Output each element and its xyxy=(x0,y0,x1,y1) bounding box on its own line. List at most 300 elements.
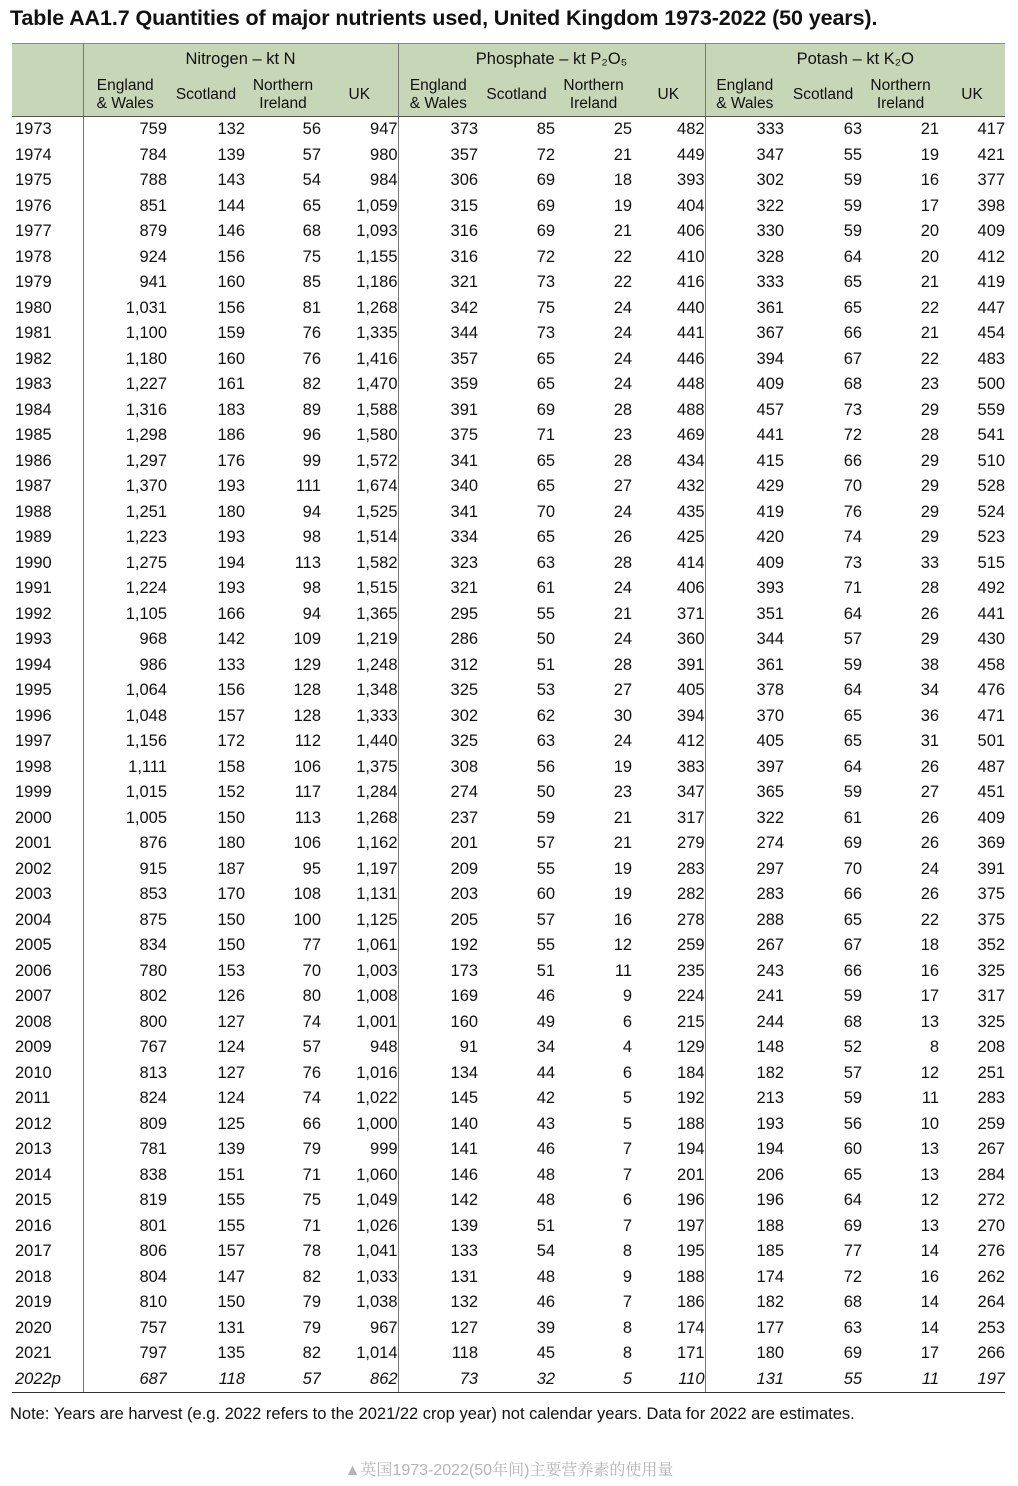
year-cell: 1974 xyxy=(15,145,52,164)
value-cell: 317 xyxy=(677,808,705,827)
value-cell: 57 xyxy=(302,145,321,164)
value-cell: 1,060 xyxy=(356,1165,398,1184)
value-cell: 1,180 xyxy=(83,347,167,373)
scotland-header: Scotland xyxy=(167,74,245,117)
table-row xyxy=(12,1035,1005,1061)
value-cell: 194 xyxy=(705,1137,784,1163)
value-cell: 45 xyxy=(536,1344,556,1363)
table-row xyxy=(12,576,1005,602)
value-cell: 19 xyxy=(613,757,633,776)
value-cell: 56 xyxy=(302,120,321,139)
value-cell: 317 xyxy=(977,987,1006,1006)
value-cell: 69 xyxy=(843,834,863,853)
value-cell: 67 xyxy=(843,349,863,368)
table-row xyxy=(12,1239,1005,1265)
table-row xyxy=(12,1163,1005,1189)
value-cell: 80 xyxy=(302,987,321,1006)
value-cell: 13 xyxy=(920,1216,940,1235)
value-cell: 804 xyxy=(83,1265,167,1291)
value-cell: 1,582 xyxy=(356,553,398,572)
table-row xyxy=(12,831,1005,857)
value-cell: 295 xyxy=(398,602,478,628)
value-cell: 170 xyxy=(217,885,245,904)
value-cell: 1,525 xyxy=(356,502,398,521)
value-cell: 406 xyxy=(677,579,705,598)
value-cell: 46 xyxy=(536,1293,556,1312)
value-cell: 127 xyxy=(398,1316,478,1342)
value-cell: 112 xyxy=(294,732,321,751)
value-cell: 1,440 xyxy=(356,732,398,751)
value-cell: 113 xyxy=(294,553,321,572)
value-cell: 1,033 xyxy=(356,1267,398,1286)
table-row xyxy=(12,933,1005,959)
value-cell: 79 xyxy=(302,1140,321,1159)
value-cell: 819 xyxy=(83,1188,167,1214)
value-cell: 213 xyxy=(705,1086,784,1112)
value-cell: 160 xyxy=(217,349,245,368)
value-cell: 150 xyxy=(217,808,245,827)
value-cell: 1,022 xyxy=(356,1089,398,1108)
value-cell: 139 xyxy=(398,1214,478,1240)
value-cell: 59 xyxy=(843,783,863,802)
value-cell: 127 xyxy=(217,1012,245,1031)
value-cell: 55 xyxy=(536,859,556,878)
table-row xyxy=(12,729,1005,755)
table-row xyxy=(12,678,1005,704)
value-cell: 1,100 xyxy=(83,321,167,347)
value-cell: 131 xyxy=(398,1265,478,1291)
value-cell: 26 xyxy=(920,604,940,623)
value-cell: 321 xyxy=(398,270,478,296)
value-cell: 325 xyxy=(977,1012,1006,1031)
value-cell: 70 xyxy=(536,502,556,521)
value-cell: 420 xyxy=(705,525,784,551)
value-cell: 194 xyxy=(677,1140,705,1159)
value-cell: 59 xyxy=(536,808,556,827)
value-cell: 128 xyxy=(293,706,321,725)
value-cell: 237 xyxy=(398,806,478,832)
value-cell: 274 xyxy=(398,780,478,806)
value-cell: 11 xyxy=(921,1089,940,1108)
value-cell: 174 xyxy=(705,1265,784,1291)
value-cell: 1,514 xyxy=(356,528,398,547)
value-cell: 69 xyxy=(536,400,556,419)
value-cell: 28 xyxy=(613,400,633,419)
value-cell: 70 xyxy=(302,961,321,980)
value-cell: 875 xyxy=(83,908,167,934)
value-cell: 441 xyxy=(977,604,1006,623)
value-cell: 1,223 xyxy=(83,525,167,551)
value-cell: 73 xyxy=(536,324,556,343)
value-cell: 43 xyxy=(536,1114,556,1133)
value-cell: 4 xyxy=(622,1038,633,1057)
value-cell: 862 xyxy=(321,1367,398,1393)
year-cell: 1992 xyxy=(15,604,52,623)
value-cell: 270 xyxy=(977,1216,1006,1235)
scotland-header: Scotland xyxy=(478,74,555,117)
value-cell: 1,111 xyxy=(83,755,167,781)
value-cell: 182 xyxy=(705,1290,784,1316)
value-cell: 57 xyxy=(245,1367,321,1393)
value-cell: 409 xyxy=(705,372,784,398)
value-cell: 99 xyxy=(302,451,321,470)
year-cell: 1977 xyxy=(15,222,52,241)
value-cell: 357 xyxy=(398,347,478,373)
value-cell: 79 xyxy=(302,1318,321,1337)
value-cell: 139 xyxy=(217,1140,245,1159)
value-cell: 69 xyxy=(843,1216,863,1235)
year-cell: 2000 xyxy=(15,808,52,827)
value-cell: 333 xyxy=(705,117,784,143)
value-cell: 157 xyxy=(217,706,245,725)
value-cell: 66 xyxy=(302,1114,321,1133)
value-cell: 75 xyxy=(302,1191,321,1210)
value-cell: 160 xyxy=(398,1010,478,1036)
table-row xyxy=(12,1086,1005,1112)
value-cell: 788 xyxy=(83,168,167,194)
value-cell: 59 xyxy=(843,987,863,1006)
value-cell: 61 xyxy=(843,808,863,827)
value-cell: 77 xyxy=(843,1242,863,1261)
year-cell: 2008 xyxy=(15,1012,52,1031)
value-cell: 391 xyxy=(677,655,705,674)
value-cell: 1,015 xyxy=(83,780,167,806)
value-cell: 65 xyxy=(843,1165,863,1184)
value-cell: 435 xyxy=(677,502,705,521)
value-cell: 397 xyxy=(705,755,784,781)
value-cell: 8 xyxy=(622,1318,633,1337)
value-cell: 457 xyxy=(705,398,784,424)
value-cell: 1,093 xyxy=(356,222,398,241)
value-cell: 267 xyxy=(977,1140,1006,1159)
value-cell: 283 xyxy=(977,1089,1006,1108)
value-cell: 430 xyxy=(977,630,1006,649)
table-row xyxy=(12,1137,1005,1163)
table-row xyxy=(12,806,1005,832)
value-cell: 98 xyxy=(302,528,321,547)
value-cell: 800 xyxy=(83,1010,167,1036)
value-cell: 144 xyxy=(217,196,245,215)
table-row xyxy=(12,449,1005,475)
value-cell: 410 xyxy=(677,247,705,266)
year-cell: 1986 xyxy=(15,451,52,470)
value-cell: 194 xyxy=(217,553,245,572)
value-cell: 274 xyxy=(705,831,784,857)
value-cell: 69 xyxy=(536,196,556,215)
value-cell: 334 xyxy=(398,525,478,551)
value-cell: 471 xyxy=(977,706,1006,725)
value-cell: 12 xyxy=(920,1191,940,1210)
value-cell: 1,131 xyxy=(356,885,398,904)
value-cell: 876 xyxy=(83,831,167,857)
value-cell: 524 xyxy=(977,502,1006,521)
value-cell: 52 xyxy=(843,1038,863,1057)
value-cell: 195 xyxy=(677,1242,705,1261)
table-row xyxy=(12,1367,1005,1393)
value-cell: 192 xyxy=(677,1089,705,1108)
value-cell: 69 xyxy=(843,1344,863,1363)
year-cell: 1995 xyxy=(15,681,52,700)
value-cell: 1,298 xyxy=(83,423,167,449)
value-cell: 65 xyxy=(843,298,863,317)
value-cell: 141 xyxy=(398,1137,478,1163)
year-cell: 1985 xyxy=(15,426,52,445)
year-cell: 1994 xyxy=(15,655,52,674)
value-cell: 171 xyxy=(677,1344,705,1363)
value-cell: 66 xyxy=(843,961,863,980)
value-cell: 1,064 xyxy=(83,678,167,704)
value-cell: 49 xyxy=(536,1012,556,1031)
value-cell: 501 xyxy=(977,732,1006,751)
value-cell: 20 xyxy=(920,247,940,266)
value-cell: 458 xyxy=(977,655,1006,674)
value-cell: 124 xyxy=(217,1038,245,1057)
value-cell: 405 xyxy=(677,681,705,700)
value-cell: 365 xyxy=(705,780,784,806)
value-cell: 425 xyxy=(677,528,705,547)
value-cell: 851 xyxy=(83,194,167,220)
value-cell: 302 xyxy=(705,168,784,194)
value-cell: 176 xyxy=(217,451,245,470)
value-cell: 1,251 xyxy=(83,500,167,526)
value-cell: 96 xyxy=(302,426,321,445)
value-cell: 54 xyxy=(536,1242,556,1261)
value-cell: 1,031 xyxy=(83,296,167,322)
year-cell: 1996 xyxy=(15,706,52,725)
table-row xyxy=(12,755,1005,781)
value-cell: 915 xyxy=(83,857,167,883)
value-cell: 26 xyxy=(613,528,633,547)
table-row xyxy=(12,882,1005,908)
value-cell: 27 xyxy=(920,783,940,802)
value-cell: 65 xyxy=(536,528,556,547)
value-cell: 20 xyxy=(920,222,940,241)
value-cell: 446 xyxy=(677,349,705,368)
value-cell: 24 xyxy=(613,375,633,394)
value-cell: 757 xyxy=(83,1316,167,1342)
year-cell: 2022p xyxy=(12,1367,83,1393)
value-cell: 134 xyxy=(398,1061,478,1087)
year-cell: 2016 xyxy=(15,1216,52,1235)
value-cell: 55 xyxy=(536,936,556,955)
value-cell: 278 xyxy=(677,910,705,929)
value-cell: 398 xyxy=(977,196,1006,215)
table-row xyxy=(12,602,1005,628)
value-cell: 283 xyxy=(705,882,784,908)
value-cell: 82 xyxy=(302,1267,321,1286)
value-cell: 18 xyxy=(920,936,940,955)
value-cell: 1,219 xyxy=(356,630,398,649)
value-cell: 7 xyxy=(622,1293,633,1312)
value-cell: 447 xyxy=(977,298,1006,317)
table-row xyxy=(12,194,1005,220)
table-row xyxy=(12,347,1005,373)
year-cell: 2009 xyxy=(15,1038,52,1057)
value-cell: 449 xyxy=(677,145,705,164)
value-cell: 42 xyxy=(536,1089,556,1108)
value-cell: 65 xyxy=(536,375,556,394)
value-cell: 76 xyxy=(302,1063,321,1082)
value-cell: 169 xyxy=(398,984,478,1010)
value-cell: 76 xyxy=(302,324,321,343)
value-cell: 322 xyxy=(705,194,784,220)
value-cell: 139 xyxy=(217,145,245,164)
value-cell: 59 xyxy=(843,222,863,241)
value-cell: 203 xyxy=(398,882,478,908)
value-cell: 276 xyxy=(977,1242,1006,1261)
value-cell: 14 xyxy=(920,1293,940,1312)
value-cell: 182 xyxy=(705,1061,784,1087)
value-cell: 98 xyxy=(302,579,321,598)
value-cell: 60 xyxy=(536,885,556,904)
value-cell: 64 xyxy=(843,604,863,623)
value-cell: 454 xyxy=(977,324,1006,343)
value-cell: 409 xyxy=(705,551,784,577)
value-cell: 21 xyxy=(613,808,633,827)
value-cell: 9 xyxy=(622,987,633,1006)
value-cell: 361 xyxy=(705,296,784,322)
value-cell: 132 xyxy=(398,1290,478,1316)
value-cell: 13 xyxy=(920,1165,940,1184)
value-cell: 21 xyxy=(920,120,940,139)
value-cell: 186 xyxy=(217,426,245,445)
value-cell: 21 xyxy=(613,145,633,164)
value-cell: 193 xyxy=(217,579,245,598)
value-cell: 64 xyxy=(843,247,863,266)
value-cell: 12 xyxy=(920,1063,940,1082)
value-cell: 21 xyxy=(920,273,940,292)
value-cell: 147 xyxy=(217,1267,245,1286)
table-row xyxy=(12,780,1005,806)
northern-ireland-header: Northern Ireland xyxy=(555,74,632,117)
value-cell: 9 xyxy=(622,1267,633,1286)
table-row xyxy=(12,525,1005,551)
value-cell: 347 xyxy=(705,143,784,169)
value-cell: 51 xyxy=(536,1216,556,1235)
sub-header-row xyxy=(12,74,1005,117)
value-cell: 193 xyxy=(217,477,245,496)
value-cell: 375 xyxy=(398,423,478,449)
value-cell: 1,155 xyxy=(356,247,398,266)
value-cell: 66 xyxy=(843,885,863,904)
year-cell: 1976 xyxy=(15,196,52,215)
year-cell: 2010 xyxy=(15,1063,52,1082)
value-cell: 482 xyxy=(677,120,705,139)
value-cell: 46 xyxy=(536,1140,556,1159)
value-cell: 28 xyxy=(613,451,633,470)
value-cell: 441 xyxy=(677,324,705,343)
value-cell: 328 xyxy=(705,245,784,271)
value-cell: 69 xyxy=(536,222,556,241)
value-cell: 432 xyxy=(677,477,705,496)
value-cell: 253 xyxy=(977,1318,1006,1337)
value-cell: 1,268 xyxy=(356,808,398,827)
value-cell: 283 xyxy=(677,859,705,878)
value-cell: 128 xyxy=(293,681,321,700)
value-cell: 74 xyxy=(843,528,863,547)
value-cell: 393 xyxy=(705,576,784,602)
value-cell: 155 xyxy=(217,1191,245,1210)
year-cell: 2011 xyxy=(15,1089,51,1108)
value-cell: 188 xyxy=(705,1214,784,1240)
value-cell: 394 xyxy=(705,347,784,373)
value-cell: 1,005 xyxy=(83,806,167,832)
value-cell: 72 xyxy=(536,145,556,164)
value-cell: 7 xyxy=(622,1165,633,1184)
value-cell: 23 xyxy=(920,375,940,394)
value-cell: 188 xyxy=(677,1114,705,1133)
phosphate-header: Phosphate – kt P₂O₅ xyxy=(398,44,705,75)
value-cell: 1,003 xyxy=(356,961,398,980)
value-cell: 54 xyxy=(302,171,321,190)
value-cell: 85 xyxy=(536,120,556,139)
value-cell: 391 xyxy=(977,859,1006,878)
value-cell: 767 xyxy=(83,1035,167,1061)
value-cell: 75 xyxy=(536,298,556,317)
value-cell: 193 xyxy=(705,1112,784,1138)
value-cell: 947 xyxy=(370,120,398,139)
table-title: Table AA1.7 Quantities of major nutrients used, United Kingdom 1973-2022 (50 years). xyxy=(10,6,878,30)
value-cell: 187 xyxy=(217,859,245,878)
value-cell: 16 xyxy=(920,1267,940,1286)
value-cell: 197 xyxy=(677,1216,705,1235)
value-cell: 55 xyxy=(843,145,863,164)
table-row xyxy=(12,627,1005,653)
value-cell: 159 xyxy=(217,324,245,343)
value-cell: 19 xyxy=(613,859,633,878)
value-cell: 948 xyxy=(370,1038,398,1057)
value-cell: 75 xyxy=(302,247,321,266)
value-cell: 528 xyxy=(977,477,1006,496)
value-cell: 184 xyxy=(677,1063,705,1082)
table-row xyxy=(12,908,1005,934)
value-cell: 406 xyxy=(677,222,705,241)
value-cell: 185 xyxy=(705,1239,784,1265)
value-cell: 391 xyxy=(398,398,478,424)
value-cell: 21 xyxy=(920,324,940,343)
value-cell: 73 xyxy=(398,1367,478,1393)
value-cell: 65 xyxy=(843,706,863,725)
year-cell: 2018 xyxy=(15,1267,52,1286)
value-cell: 244 xyxy=(705,1010,784,1036)
value-cell: 1,016 xyxy=(356,1063,398,1082)
value-cell: 510 xyxy=(977,451,1006,470)
year-cell: 1991 xyxy=(15,579,52,598)
value-cell: 48 xyxy=(536,1267,556,1286)
value-cell: 469 xyxy=(677,426,705,445)
value-cell: 24 xyxy=(613,324,633,343)
value-cell: 22 xyxy=(613,273,633,292)
table-row xyxy=(12,500,1005,526)
value-cell: 1,105 xyxy=(83,602,167,628)
value-cell: 1,348 xyxy=(356,681,398,700)
value-cell: 72 xyxy=(536,247,556,266)
value-cell: 371 xyxy=(677,604,705,623)
value-cell: 13 xyxy=(920,1012,940,1031)
value-cell: 8 xyxy=(622,1344,633,1363)
table-row xyxy=(12,372,1005,398)
value-cell: 1,674 xyxy=(356,477,398,496)
value-cell: 74 xyxy=(302,1089,321,1108)
year-cell: 1988 xyxy=(15,502,52,521)
value-cell: 1,416 xyxy=(356,349,398,368)
value-cell: 196 xyxy=(705,1188,784,1214)
value-cell: 404 xyxy=(677,196,705,215)
value-cell: 56 xyxy=(843,1114,863,1133)
value-cell: 77 xyxy=(302,936,321,955)
year-cell: 1990 xyxy=(15,553,52,572)
value-cell: 158 xyxy=(217,757,245,776)
